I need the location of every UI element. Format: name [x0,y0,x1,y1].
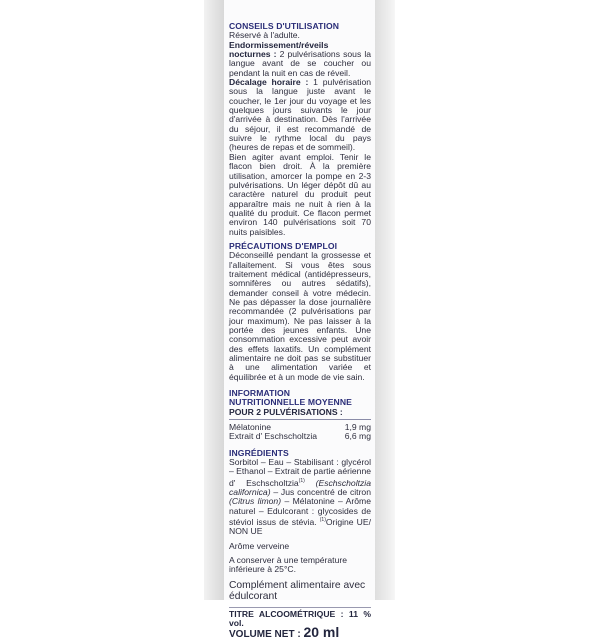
box-back-panel [224,0,375,640]
net-volume-value: 20 ml [303,624,340,640]
ingredients-heading: INGRÉDIENTS [229,447,289,458]
ingredients-origin: Origine UE/ NON UE [229,516,372,537]
usage-sleep-text: 2 pulvérisations sous la langue avant de se coucher ou pendant la nuit en cas de réveil. [229,49,372,78]
usage-sleep [229,41,371,78]
nutrition-value: 6,6 mg [344,431,371,442]
usage-shake: Bien agiter avant emploi. Tenir le flacon bien droit. À la première utilisation, amorcer la pompe en 2-3 pulvérisations. Un léger dépôt dû au caractère naturel du produit peut apparaître mais ne nuit à rien à la qualité du produit. Ce flacon permet environ 140 pulvérisations soit 70 nuits paisibles. [229,151,371,237]
usage-heading: CONSEILS D'UTILISATION [229,21,340,31]
supplement-text: Complément alimentaire avec édulcorant [229,579,366,602]
nutrition-row [229,432,371,441]
storage-text: A conserver à une température inférieure à 25°C. [229,554,347,575]
ingredients-text [229,458,371,536]
usage-jetlag-text: 1 pulvérisation sous la langue juste avant le coucher, le 1er jour du voyage et les quelques jours suivants le jour d'arrivée à destination. Dès l'arrivée du séjour, il est recommandé de suivre le rythme local du pays (heures de repas et de sommeil). [229,77,372,153]
nutrition-heading-2: NUTRITIONNELLE MOYENNE [229,397,352,408]
usage-jetlag-label: Décalage horaire : [229,77,309,88]
precautions-heading: PRÉCAUTIONS D'EMPLOI [229,240,338,251]
nutrition-name: Extrait d' Eschscholtzia [229,431,318,442]
nutrition-heading-3: POUR 2 PULVÉRISATIONS : [229,406,343,417]
ingredients-part-c: – Mélatonine – Arôme naturel – Edulcorant : glycosides de stéviol issus de stévia. [229,496,371,527]
alcohol-content: TITRE ALCOOMÉTRIQUE : 11 % vol. [229,608,371,628]
ingredients-sup-2: (1) [319,517,326,524]
usage-jetlag [229,78,371,153]
nutrition-value: 1,9 mg [344,422,371,433]
ingredients-part-b: – Jus concentré de citron [273,487,371,498]
ingredients-sup-1: (1) [298,477,305,484]
nutrition-divider [229,419,371,420]
usage-reserved: Réservé à l'adulte. [229,30,300,41]
net-volume [229,624,371,640]
aroma-text: Arôme verveine [229,540,290,551]
nutrition-heading-1: INFORMATION [229,388,291,399]
box-left-side [204,0,224,600]
ingredients-part-a: Sorbitol – Eau – Stabilisant : glycérol – Ethanol – Extrait de partie aérienne d' Eschscholtzia [229,457,371,488]
ingredients-latin-2: (Citrus limon) [229,496,282,507]
nutrition-name: Mélatonine [229,422,272,433]
ingredients-latin-1: (Eschscholtzia californica) [229,477,371,498]
usage-sleep-label: Endormissement/réveils nocturnes : [229,39,329,60]
box-right-side [375,0,395,600]
precautions-text: Déconseillé pendant la grossesse et l'allaitement. Si vous êtes sous traitement médical (antidépresseurs, somnifères ou autres sédatifs), demander conseil à votre médecin. Ne pas dépasser la dose journalière recommandée (2 pulvérisations par jour maximum). Ne pas laisser à la portée des jeunes enfants. Une consommation excessive peut avoir des effets laxatifs. Un complément alimentaire ne doit pas se substituer à une alimentation variée et équilibrée et à un mode de vie sain. [229,250,371,382]
label-text [229,22,371,640]
net-volume-label: VOLUME NET : [229,629,301,640]
